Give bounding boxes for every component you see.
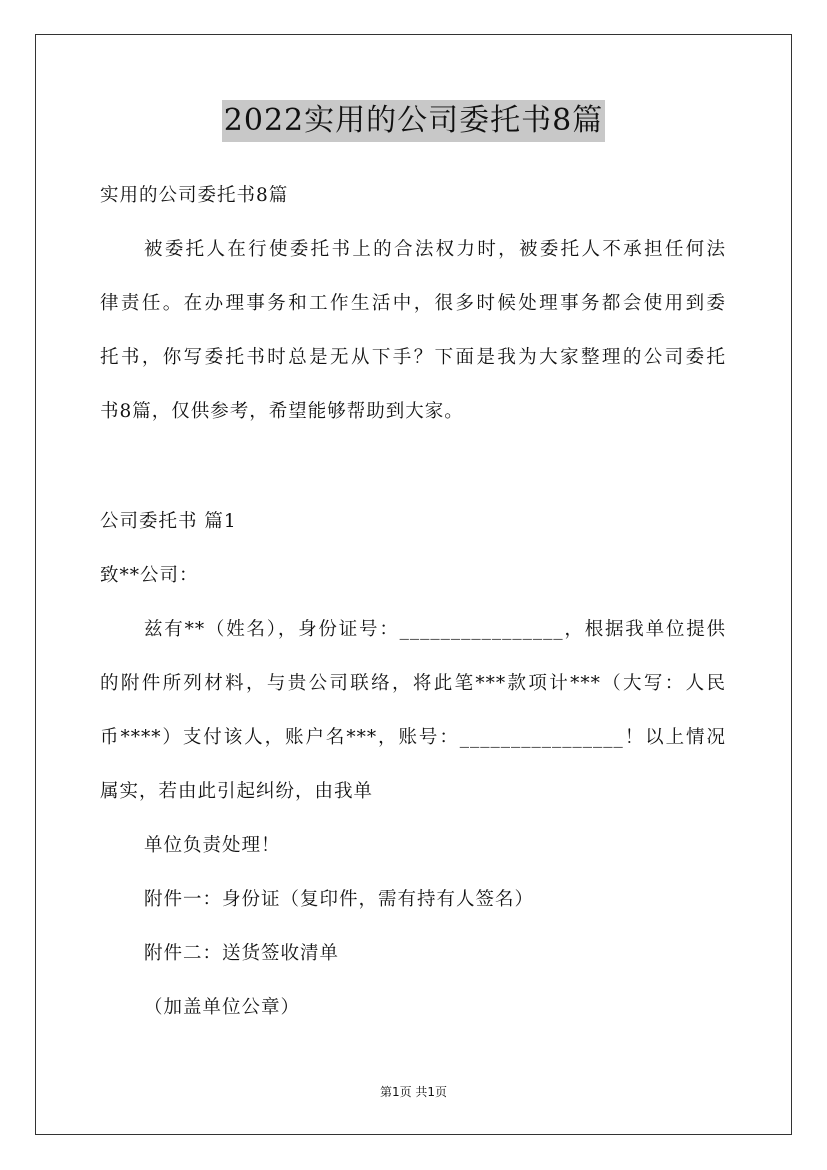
- body-line-3: 币****）支付该人，账户名***，账号：________________！以上情况: [100, 727, 726, 748]
- section-heading: 公司委托书 篇1: [100, 511, 237, 532]
- attachment-2: 附件二：送货签收清单: [144, 943, 340, 964]
- intro-line-4: 书8篇，仅供参考，希望能够帮助到大家。: [100, 401, 464, 422]
- intro-line-1: 被委托人在行使委托书上的合法权力时，被委托人不承担任何法: [144, 239, 726, 260]
- body-line-2: 的附件所列材料，与贵公司联络，将此笔***款项计***（大写：人民: [100, 673, 726, 694]
- body-line-4: 属实，若由此引起纠纷，由我单: [100, 781, 374, 802]
- page-footer: 第1页 共1页: [379, 1085, 448, 1099]
- document-subtitle: 实用的公司委托书8篇: [100, 185, 289, 206]
- body-line-1: 兹有**（姓名），身份证号：________________，根据我单位提供: [144, 619, 726, 640]
- salutation: 致**公司：: [100, 565, 199, 586]
- intro-line-2: 律责任。在办理事务和工作生活中，很多时候处理事务都会使用到委: [100, 293, 726, 314]
- document-title: 2022实用的公司委托书8篇: [222, 100, 605, 142]
- intro-line-3: 托书，你写委托书时总是无从下手？下面是我为大家整理的公司委托: [100, 347, 726, 368]
- seal-note: （加盖单位公章）: [144, 997, 301, 1018]
- attachment-1: 附件一：身份证（复印件，需有持有人签名）: [144, 889, 535, 910]
- responsibility-line: 单位负责处理！: [144, 835, 281, 856]
- title-container: [0, 100, 827, 142]
